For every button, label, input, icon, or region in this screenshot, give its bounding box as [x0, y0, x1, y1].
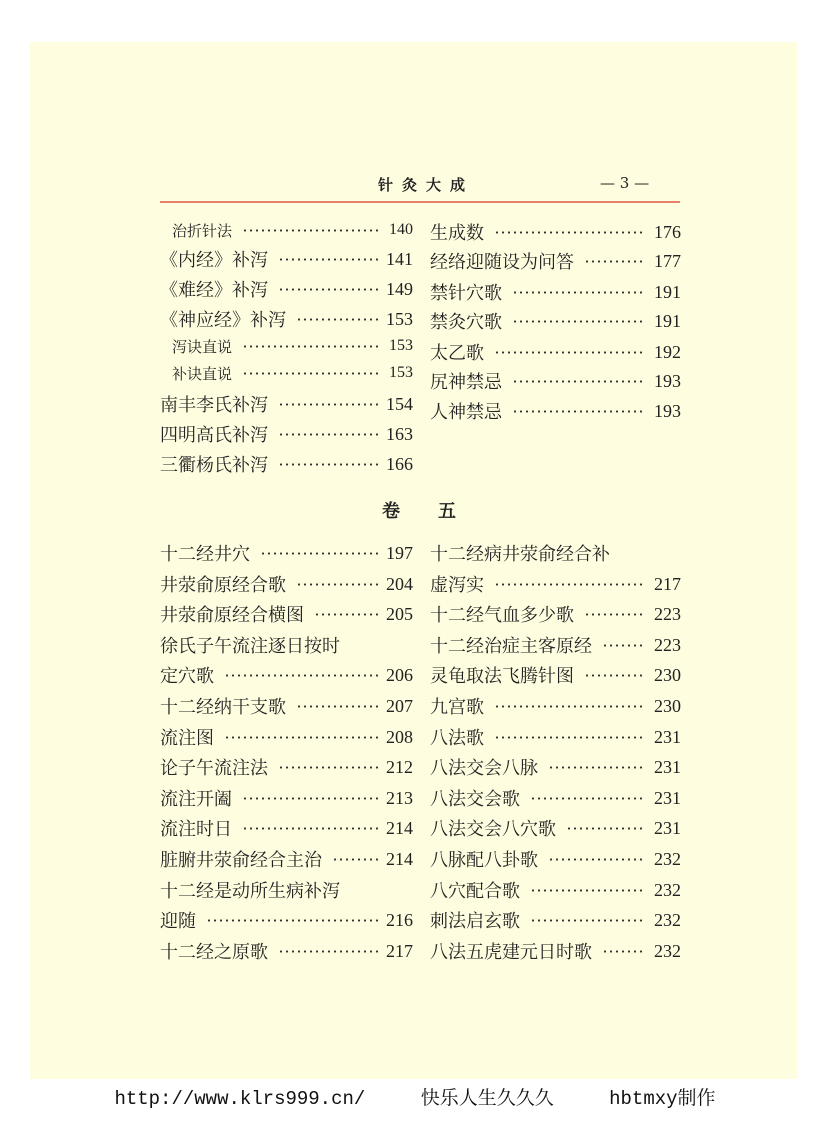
toc-entry[interactable] — [160, 307, 413, 331]
dot-leader — [242, 372, 381, 375]
toc-entry[interactable] — [160, 392, 413, 416]
toc-entry[interactable] — [160, 334, 413, 358]
dot-leader — [278, 766, 378, 769]
toc-entry[interactable] — [160, 452, 413, 476]
dot-leader — [278, 463, 378, 466]
toc-entry-page: 193 — [654, 400, 681, 421]
toc-entry-page: 204 — [386, 573, 413, 594]
dot-leader — [242, 797, 378, 800]
dot-leader — [314, 613, 378, 616]
toc-entry-page: 149 — [386, 278, 413, 299]
dot-leader — [278, 403, 378, 406]
footer-slogan: 快乐人生久久久 — [420, 1088, 554, 1110]
toc-entry-title: 流注图 — [160, 728, 214, 749]
toc-entry-page: 223 — [654, 634, 681, 655]
toc-entry[interactable] — [430, 541, 681, 565]
toc-entry-page: 153 — [389, 364, 413, 381]
toc-entry[interactable] — [160, 572, 413, 596]
toc-entry-page: 232 — [654, 879, 681, 900]
toc-entry[interactable] — [160, 422, 413, 446]
toc-entry[interactable] — [430, 602, 681, 626]
dot-leader — [278, 258, 378, 261]
dot-leader — [278, 288, 378, 291]
toc-entry-title: 定穴歌 — [160, 666, 214, 687]
toc-entry[interactable] — [430, 663, 681, 687]
dot-leader — [548, 766, 646, 769]
toc-entry[interactable] — [160, 541, 413, 565]
dot-leader — [206, 919, 378, 922]
toc-entry[interactable] — [160, 755, 413, 779]
dot-leader — [494, 705, 646, 708]
toc-entry[interactable] — [160, 277, 413, 301]
toc-entry-title: 四明高氏补泻 — [160, 425, 268, 446]
toc-entry-page: 214 — [386, 817, 413, 838]
toc-entry-title: 禁灸穴歌 — [430, 312, 502, 333]
toc-entry[interactable] — [430, 572, 681, 596]
toc-entry-page: 154 — [386, 393, 413, 414]
toc-entry-title: 经络迎随设为问答 — [430, 252, 574, 273]
toc-entry[interactable] — [430, 725, 681, 749]
toc-entry[interactable] — [430, 908, 681, 932]
dot-leader — [494, 736, 646, 739]
page-number: — 3 — — [600, 174, 650, 192]
toc-entry-title: 八脉配八卦歌 — [430, 850, 538, 871]
dot-leader — [494, 583, 646, 586]
toc-entry-title: 禁针穴歌 — [430, 283, 502, 304]
toc-entry[interactable] — [160, 939, 413, 963]
toc-entry-title: 十二经气血多少歌 — [430, 605, 574, 626]
toc-entry-page: 191 — [654, 281, 681, 302]
toc-entry-title: 太乙歌 — [430, 343, 484, 364]
toc-entry-title: 生成数 — [430, 223, 484, 244]
toc-entry-page: 193 — [654, 370, 681, 391]
footer-url[interactable]: http://www.klrs999.cn/ — [114, 1088, 366, 1110]
dot-leader — [224, 736, 378, 739]
toc-entry-title: 《内经》补泻 — [160, 250, 268, 271]
dot-leader — [278, 433, 378, 436]
dot-leader — [332, 858, 378, 861]
toc-entry[interactable] — [160, 361, 413, 385]
footer-credit: hbtmxy制作 — [609, 1088, 716, 1110]
dot-leader — [602, 644, 646, 647]
dot-leader — [296, 583, 378, 586]
toc-entry[interactable] — [160, 725, 413, 749]
toc-entry-title: 刺法启玄歌 — [430, 911, 520, 932]
toc-entry[interactable] — [160, 633, 413, 657]
toc-entry-title: 八法五虎建元日时歌 — [430, 942, 592, 963]
footer — [0, 1083, 830, 1110]
toc-entry-page: 230 — [654, 695, 681, 716]
toc-entry[interactable] — [160, 816, 413, 840]
toc-entry-title: 徐氏子午流注逐日按时 — [160, 636, 340, 657]
toc-entry[interactable] — [430, 369, 681, 393]
dot-leader — [296, 705, 378, 708]
toc-entry[interactable] — [430, 220, 681, 244]
toc-entry-page: 217 — [654, 573, 681, 594]
toc-entry[interactable] — [160, 694, 413, 718]
toc-entry-page: 231 — [654, 787, 681, 808]
dot-leader — [530, 919, 646, 922]
toc-entry-page: 231 — [654, 726, 681, 747]
toc-entry-page: 153 — [386, 308, 413, 329]
toc-entry-title: 八法交会歌 — [430, 789, 520, 810]
toc-entry-page: 231 — [654, 756, 681, 777]
toc-entry-title: 论子午流注法 — [160, 758, 268, 779]
toc-entry-title: 流注开阖 — [160, 789, 232, 810]
toc-entry-title: 尻神禁忌 — [430, 372, 502, 393]
toc-entry-title: 脏腑井荥俞经合主治 — [160, 850, 322, 871]
header-rule — [160, 201, 680, 203]
dot-leader — [296, 318, 378, 321]
toc-entry[interactable] — [430, 694, 681, 718]
toc-entry[interactable] — [430, 847, 681, 871]
toc-entry-page: 223 — [654, 603, 681, 624]
toc-entry-title: 十二经是动所生病补泻 — [160, 881, 340, 902]
toc-entry[interactable] — [160, 878, 413, 902]
toc-entry[interactable] — [430, 633, 681, 657]
toc-entry-page: 217 — [386, 940, 413, 961]
toc-entry-title: 治折针法 — [172, 221, 233, 240]
dot-leader — [512, 291, 646, 294]
toc-entry-page: 213 — [386, 787, 413, 808]
toc-entry-page: 205 — [386, 603, 413, 624]
toc-entry[interactable] — [430, 340, 681, 364]
toc-entry-page: 232 — [654, 940, 681, 961]
toc-entry-page: 163 — [386, 423, 413, 444]
toc-entry-page: 208 — [386, 726, 413, 747]
toc-entry-page: 197 — [386, 542, 413, 563]
toc-entry-page: 231 — [654, 817, 681, 838]
dot-leader — [530, 797, 646, 800]
toc-entry-page: 207 — [386, 695, 413, 716]
toc-entry-title: 灵龟取法飞腾针图 — [430, 666, 574, 687]
toc-entry-page: 206 — [386, 664, 413, 685]
toc-entry[interactable] — [160, 908, 413, 932]
toc-entry-title: 三衢杨氏补泻 — [160, 455, 268, 476]
toc-entry-page: 177 — [654, 250, 681, 271]
toc-entry-title: 补诀直说 — [172, 364, 233, 383]
toc-entry-title: 泻诀直说 — [172, 337, 233, 356]
dot-leader — [224, 674, 378, 677]
dot-leader — [584, 613, 646, 616]
toc-entry-title: 虚泻实 — [430, 575, 484, 596]
toc-entry[interactable] — [160, 847, 413, 871]
toc-entry-title: 九宫歌 — [430, 697, 484, 718]
dot-leader — [494, 351, 646, 354]
dot-leader — [548, 858, 646, 861]
toc-entry-title: 八法歌 — [430, 728, 484, 749]
toc-entry-title: 十二经纳干支歌 — [160, 697, 286, 718]
dot-leader — [278, 950, 378, 953]
page-background — [30, 42, 797, 1079]
toc-entry-title: 井荥俞原经合横图 — [160, 605, 304, 626]
toc-entry-page: 230 — [654, 664, 681, 685]
toc-entry[interactable] — [430, 786, 681, 810]
toc-entry[interactable] — [430, 816, 681, 840]
section-heading: 卷五 — [382, 501, 494, 522]
toc-entry-page: 232 — [654, 909, 681, 930]
toc-entry[interactable] — [430, 878, 681, 902]
dot-leader — [242, 229, 381, 232]
toc-entry-title: 《难经》补泻 — [160, 280, 268, 301]
toc-entry[interactable] — [160, 663, 413, 687]
toc-entry[interactable] — [430, 309, 681, 333]
toc-entry-page: 212 — [386, 756, 413, 777]
toc-entry-title: 八法交会八穴歌 — [430, 819, 556, 840]
toc-entry-title: 八法交会八脉 — [430, 758, 538, 779]
toc-entry[interactable] — [430, 399, 681, 423]
toc-entry-page: 176 — [654, 221, 681, 242]
toc-entry-title: 八穴配合歌 — [430, 881, 520, 902]
toc-entry-title: 人神禁忌 — [430, 402, 502, 423]
toc-entry-page: 140 — [389, 221, 413, 238]
toc-entry[interactable] — [430, 249, 681, 273]
dot-leader — [494, 231, 646, 234]
toc-entry-title: 十二经井穴 — [160, 544, 250, 565]
dot-leader — [602, 950, 646, 953]
toc-entry-title: 《神应经》补泻 — [160, 310, 286, 331]
dot-leader — [242, 827, 378, 830]
toc-entry[interactable] — [430, 939, 681, 963]
toc-entry-title: 十二经之原歌 — [160, 942, 268, 963]
toc-entry-page: 232 — [654, 848, 681, 869]
dot-leader — [512, 410, 646, 413]
toc-entry-page: 166 — [386, 453, 413, 474]
dot-leader — [584, 260, 646, 263]
dot-leader — [530, 889, 646, 892]
dot-leader — [512, 320, 646, 323]
toc-entry-title: 迎随 — [160, 911, 196, 932]
toc-entry-title: 十二经治症主客原经 — [430, 636, 592, 657]
dot-leader — [584, 674, 646, 677]
toc-entry[interactable] — [160, 602, 413, 626]
dot-leader — [260, 552, 378, 555]
toc-entry-page: 141 — [386, 248, 413, 269]
toc-entry-page: 214 — [386, 848, 413, 869]
running-header-title: 针灸大成 — [378, 176, 475, 194]
toc-entry-title: 流注时日 — [160, 819, 232, 840]
dot-leader — [566, 827, 646, 830]
toc-entry-title: 南丰李氏补泻 — [160, 395, 268, 416]
toc-entry-title: 井荥俞原经合歌 — [160, 575, 286, 596]
toc-entry[interactable] — [430, 755, 681, 779]
toc-entry-page: 192 — [654, 341, 681, 362]
toc-entry[interactable] — [160, 786, 413, 810]
dot-leader — [242, 345, 381, 348]
toc-entry-page: 191 — [654, 310, 681, 331]
toc-entry-title: 十二经病井荥俞经合补 — [430, 544, 610, 565]
toc-entry-page: 216 — [386, 909, 413, 930]
toc-entry[interactable] — [160, 218, 413, 242]
dot-leader — [512, 380, 646, 383]
toc-entry[interactable] — [430, 280, 681, 304]
toc-entry-page: 153 — [389, 337, 413, 354]
toc-entry[interactable] — [160, 247, 413, 271]
